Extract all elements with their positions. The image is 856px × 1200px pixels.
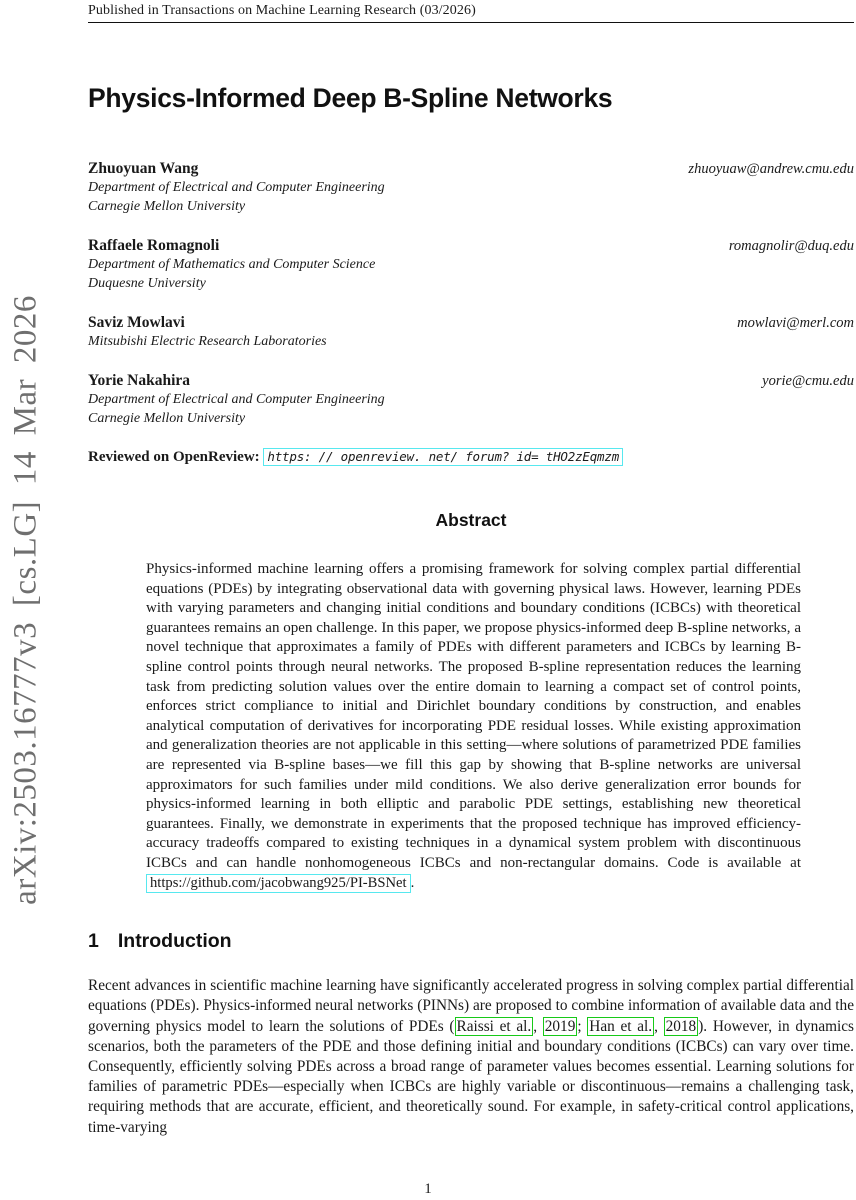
author-name: Zhuoyuan Wang bbox=[88, 160, 199, 177]
author-laboratory: Mitsubishi Electric Research Laboratories bbox=[88, 334, 327, 349]
section-title: Introduction bbox=[117, 930, 232, 953]
author-row bbox=[88, 160, 854, 178]
citation-separator: , bbox=[654, 1017, 664, 1035]
author-university: Duquesne University bbox=[88, 276, 206, 291]
code-repository-link[interactable]: https://github.com/jacobwang925/PI-BSNet bbox=[146, 874, 411, 893]
author-department: Department of Electrical and Computer Engineering bbox=[88, 180, 385, 195]
author-department: Department of Mathematics and Computer Science bbox=[88, 257, 376, 272]
author-university: Carnegie Mellon University bbox=[88, 199, 246, 214]
author-row bbox=[88, 314, 854, 332]
author-email[interactable]: zhuoyuaw@andrew.cmu.edu bbox=[688, 161, 854, 177]
author-list bbox=[88, 160, 854, 428]
intro-text: Recent advances in scientific machine learning have significantly accelerated progress in solving complex partial differential equations (PDEs). Physics-informed neural networks (PINNs) are proposed to combine information of available data and the governing physics model to learn the solutions of PDEs ( bbox=[88, 977, 854, 1035]
author-block bbox=[88, 160, 854, 216]
citation-raissi[interactable]: Raissi et al. bbox=[456, 1017, 532, 1035]
citation-separator: ; bbox=[577, 1017, 588, 1035]
author-block bbox=[88, 372, 854, 428]
abstract-period: . bbox=[410, 874, 415, 891]
citation-separator: , bbox=[533, 1017, 543, 1035]
page-content bbox=[88, 0, 854, 1138]
author-name: Raffaele Romagnoli bbox=[88, 237, 220, 254]
paper-title: Physics-Informed Deep B-Spline Networks bbox=[88, 83, 613, 113]
author-email[interactable]: yorie@cmu.edu bbox=[762, 373, 854, 389]
openreview-link[interactable]: https: // openreview. net/ forum? id= tHO2zEqmzm bbox=[263, 448, 623, 466]
author-block bbox=[88, 314, 854, 351]
author-name: Yorie Nakahira bbox=[88, 372, 191, 389]
author-email[interactable]: romagnolir@duq.edu bbox=[728, 238, 854, 254]
arxiv-vertical-label: arXiv:2503.16777v3 [cs.LG] 14 Mar 2026 bbox=[7, 295, 44, 905]
published-header: Published in Transactions on Machine Learning Research (03/2026) bbox=[88, 0, 854, 23]
author-university: Carnegie Mellon University bbox=[88, 411, 246, 426]
openreview-row bbox=[88, 449, 854, 466]
author-row bbox=[88, 237, 854, 255]
author-name: Saviz Mowlavi bbox=[88, 314, 185, 331]
author-row bbox=[88, 372, 854, 390]
section-number: 1 bbox=[88, 930, 99, 953]
abstract-text bbox=[146, 560, 801, 893]
citation-raissi-year[interactable]: 2019 bbox=[544, 1017, 576, 1035]
section-heading-introduction bbox=[88, 930, 854, 953]
citation-han[interactable]: Han et al. bbox=[589, 1017, 653, 1035]
abstract-heading: Abstract bbox=[435, 510, 507, 530]
openreview-label: Reviewed on OpenReview: bbox=[88, 449, 260, 465]
citation-han-year[interactable]: 2018 bbox=[665, 1017, 697, 1035]
author-department: Department of Electrical and Computer Engineering bbox=[88, 392, 385, 407]
intro-text: ). However, in dynamics scenarios, both the parameters of the PDE and those defining initial and boundary conditions (ICBCs) can vary over time. Consequently, efficiently solving PDEs across a broad range of parameter values becomes essential. Learning solutions for families of parametric PDEs—especially when ICBCs are highly variable or discontinuous—remains a challenging task, requiring methods that are accurate, efficient, and theoretically sound. For example, in safety-critical control applications, time-varying bbox=[88, 1017, 855, 1136]
introduction-paragraph bbox=[88, 976, 854, 1138]
abstract-paragraph: Physics-informed machine learning offers a promising framework for solving complex partial differential equations (PDEs) by integrating observational data with governing physical laws. However, learning PDEs with varying parameters and changing initial conditions and boundary conditions (ICBCs) with theoretical guarantees remains an open challenge. In this paper, we propose physics-informed deep B-spline networks, a novel technique that approximates a family of PDEs with different parameters and ICBCs by learning B-spline control points through neural networks. The proposed B-spline representation reduces the learning task from predicting solution values over the entire domain to learning a compact set of control points, enforces strict compliance to initial and Dirichlet boundary conditions by construction, and enables analytical computation of derivatives for incorporating PDE residual losses. While existing approximation and generalization theories are not applicable in this setting—where solutions of parametrized PDE families are represented via B-spline bases—we fill this gap by showing that B-spline networks are universal approximators for such families under mild conditions. We also derive generalization error bounds for physics-informed learning in both elliptic and parabolic PDE settings, establishing new theoretical guarantees. Finally, we demonstrate in experiments that the proposed technique has improved efficiency-accuracy tradeoffs compared to existing techniques in a dynamical system problem with discontinuous ICBCs and can handle nonhomogeneous ICBCs and non-rectangular domains. Code is available at bbox=[146, 561, 801, 871]
page-number: 1 bbox=[424, 1181, 432, 1197]
author-email[interactable]: mowlavi@merl.com bbox=[737, 315, 854, 331]
author-block bbox=[88, 237, 854, 293]
